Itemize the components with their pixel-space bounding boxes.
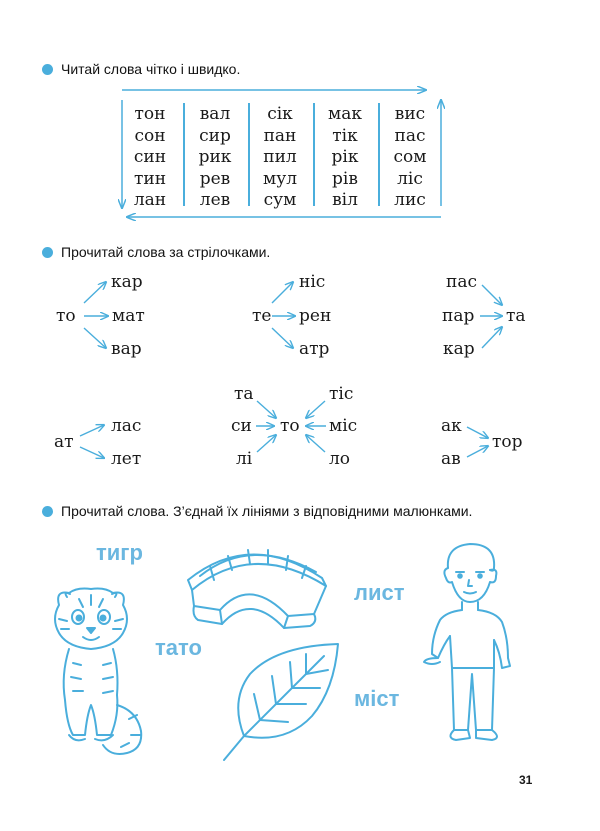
syllable-start: пас (446, 272, 477, 292)
grid-word: тік (332, 125, 358, 146)
grid-word: рік (331, 147, 359, 167)
grid-word: рик (198, 147, 232, 167)
syllable-start: ак (441, 416, 462, 436)
grid-word: сон (134, 125, 166, 146)
syllable-end: атр (299, 339, 330, 359)
arrow-icon (84, 282, 106, 303)
syllable-end: тор (492, 432, 523, 452)
syllable-right: міс (329, 416, 358, 436)
syllable-left: лі (236, 449, 253, 469)
grid-word: рев (199, 168, 231, 189)
grid-word: мак (328, 104, 362, 124)
arrow-icon (84, 328, 106, 348)
syllable-start: кар (443, 339, 475, 359)
tiger-picture (45, 585, 155, 760)
bridge-picture (180, 536, 330, 631)
syllable-left: та (234, 384, 254, 404)
syllable-start: ат (54, 432, 74, 452)
grid-word: пас (394, 125, 426, 146)
grid-word: тон (134, 104, 166, 124)
syllable-end: вар (111, 339, 142, 359)
syllable-start: то (56, 306, 76, 326)
syllable-end: та (506, 306, 526, 326)
arrow-icon (272, 328, 293, 348)
syllable-end: лас (111, 416, 142, 436)
grid-word: ліс (397, 168, 423, 189)
arrow-icon (467, 427, 488, 438)
grid-word: лис (394, 190, 426, 210)
arrow-icon (80, 425, 104, 436)
grid-word: лев (199, 190, 231, 210)
boy-picture (418, 540, 530, 745)
syllable-right: тіс (329, 384, 354, 404)
arrow-icon (257, 435, 276, 452)
syllable-end: кар (111, 272, 143, 292)
arrow-icon (482, 327, 502, 348)
page-number: 31 (519, 773, 533, 787)
grid-word: син (133, 147, 167, 167)
grid-word: лан (133, 190, 167, 210)
bullet-icon (42, 506, 53, 517)
match-word-tiger: тигр (96, 540, 143, 565)
syllable-end: мат (112, 306, 145, 326)
grid-word: сік (267, 104, 293, 124)
arrow-icon (482, 285, 502, 305)
grid-word: сум (263, 190, 297, 210)
syllable-start: те (252, 306, 272, 326)
syllable-end: рен (299, 306, 332, 326)
arrow-icon (467, 446, 488, 457)
syllable-center: то (280, 416, 300, 436)
syllable-start: пар (442, 306, 475, 326)
match-word-bridge: міст (354, 686, 400, 711)
syllable-end: лет (111, 449, 142, 469)
task-3-text: Прочитай слова. З’єднай їх лініями з відповідними малюнками. (61, 503, 473, 519)
match-word-father: тато (155, 635, 202, 660)
grid-word: мул (262, 168, 298, 189)
match-word-leaf: лист (354, 580, 405, 605)
syllable-end: ніс (299, 272, 326, 292)
task-3 (42, 503, 472, 519)
task-1-text: Читай слова чітко і швидко. (61, 61, 241, 77)
leaf-picture (220, 640, 345, 765)
grid-word: пан (263, 125, 297, 146)
syllable-left: си (231, 416, 252, 436)
arrow-icon (306, 435, 325, 452)
grid-word: пил (263, 147, 297, 167)
grid-word: вал (199, 104, 231, 124)
grid-word: сир (199, 125, 231, 146)
syllable-start: ав (441, 449, 461, 469)
grid-word: тин (133, 168, 167, 189)
grid-word: вис (394, 104, 426, 124)
grid-word: рів (332, 168, 358, 189)
arrow-icon (257, 401, 276, 418)
arrow-icon (80, 447, 104, 458)
task-2-text: Прочитай слова за стрілочками. (61, 244, 271, 260)
arrow-icon (306, 401, 325, 418)
grid-word: віл (332, 190, 358, 210)
syllable-right: ло (329, 449, 351, 469)
grid-word: сом (393, 147, 427, 167)
arrow-icon (272, 282, 293, 303)
